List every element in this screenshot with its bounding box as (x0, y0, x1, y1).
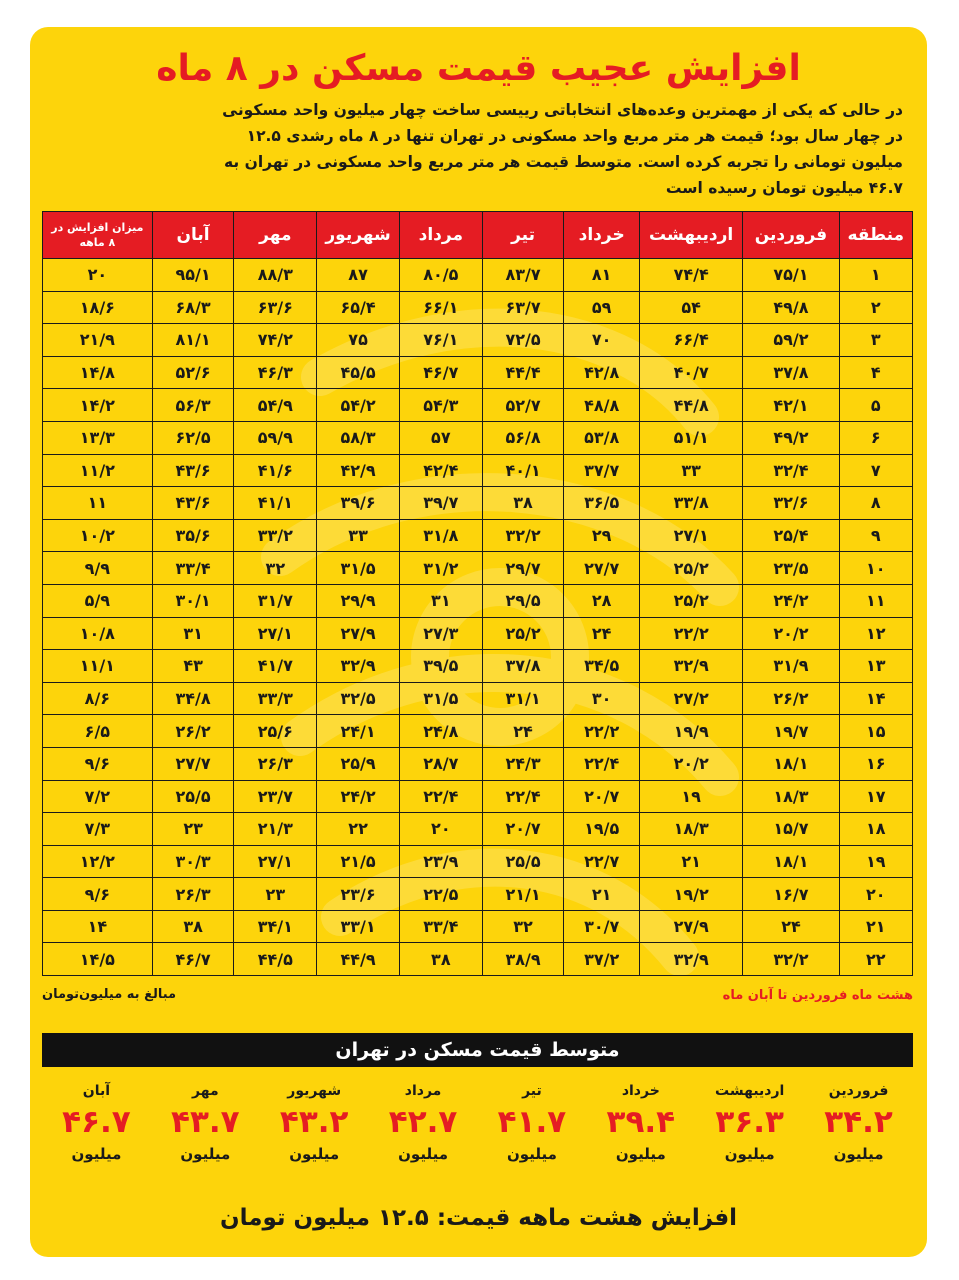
price-cell: ۲۸/۷ (399, 747, 482, 780)
table-row (43, 878, 913, 911)
table-row (43, 324, 913, 357)
price-cell: ۵۳/۸ (564, 421, 640, 454)
price-cell: ۵۶/۳ (152, 389, 234, 422)
price-cell: ۳۱/۷ (234, 584, 317, 617)
region-cell: ۲۰ (839, 878, 912, 911)
price-cell: ۶۸/۳ (152, 291, 234, 324)
price-cell: ۴۳/۶ (152, 454, 234, 487)
price-cell: ۵۹/۲ (743, 324, 839, 357)
price-cell: ۳۰ (564, 682, 640, 715)
price-cell: ۳۶/۵ (564, 487, 640, 520)
price-cell: ۵۴/۳ (399, 389, 482, 422)
price-cell: ۲۶/۳ (234, 747, 317, 780)
price-cell: ۲۶/۳ (152, 878, 234, 911)
region-cell: ۱ (839, 259, 912, 292)
price-cell: ۴۶/۳ (234, 356, 317, 389)
average-value: ۴۶.۷ (62, 1104, 131, 1140)
price-cell: ۳۴/۵ (564, 650, 640, 683)
table-row (43, 584, 913, 617)
price-cell: ۴۲/۹ (317, 454, 400, 487)
price-cell: ۲۱/۳ (234, 813, 317, 846)
price-cell: ۲۶/۲ (152, 715, 234, 748)
price-cell: ۹/۶ (43, 747, 153, 780)
price-cell: ۲۹/۷ (482, 552, 564, 585)
price-cell: ۲۴/۲ (317, 780, 400, 813)
average-unit: میلیون (398, 1145, 448, 1163)
table-row (43, 845, 913, 878)
price-cell: ۳۷/۸ (743, 356, 839, 389)
region-cell: ۳ (839, 324, 912, 357)
price-cell: ۲۷/۱ (234, 617, 317, 650)
price-cell: ۱۸/۱ (743, 747, 839, 780)
price-cell: ۶۵/۴ (317, 291, 400, 324)
price-cell: ۳۷/۷ (564, 454, 640, 487)
column-header: شهریور (317, 212, 400, 259)
price-cell: ۳۰/۱ (152, 584, 234, 617)
table-row (43, 650, 913, 683)
price-cell: ۱۹/۲ (639, 878, 742, 911)
price-cell: ۲۲/۲ (639, 617, 742, 650)
price-cell: ۵۸/۳ (317, 421, 400, 454)
price-cell: ۴۹/۸ (743, 291, 839, 324)
average-unit: میلیون (615, 1145, 666, 1163)
price-cell: ۱۸/۳ (639, 813, 742, 846)
price-cell: ۵۱/۱ (639, 421, 742, 454)
price-cell: ۲۴/۸ (399, 715, 482, 748)
average-month-label: مهر (192, 1083, 219, 1099)
price-cell: ۲۴ (564, 617, 640, 650)
price-cell: ۵۴/۹ (234, 389, 317, 422)
price-cell: ۷۰ (564, 324, 640, 357)
price-cell: ۴۴/۸ (639, 389, 742, 422)
price-cell: ۱۴/۸ (43, 356, 153, 389)
average-unit: میلیون (180, 1145, 231, 1163)
price-cell: ۲۷/۱ (639, 519, 742, 552)
column-header: مرداد (399, 212, 482, 259)
average-value: ۳۴.۲ (824, 1104, 893, 1140)
price-cell: ۲۳/۵ (743, 552, 839, 585)
price-cell: ۳۲/۹ (317, 650, 400, 683)
price-cell: ۳۱ (399, 584, 482, 617)
price-cell: ۱۴ (43, 910, 153, 943)
price-cell: ۳۱/۵ (317, 552, 400, 585)
price-cell: ۲۴ (743, 910, 839, 943)
price-cell: ۲۲/۴ (482, 780, 564, 813)
price-cell: ۴۴/۹ (317, 943, 400, 976)
price-cell: ۲۵/۲ (639, 552, 742, 585)
average-item (586, 1080, 695, 1166)
price-cell: ۲۵/۲ (639, 584, 742, 617)
units-note: مبالغ به میلیون‌تومان (42, 987, 177, 1002)
price-cell: ۳۳/۳ (234, 682, 317, 715)
price-cell: ۳۲/۴ (743, 454, 839, 487)
price-cell: ۵۶/۸ (482, 421, 564, 454)
price-cell: ۳۳ (639, 454, 742, 487)
price-cell: ۲۱/۹ (43, 324, 153, 357)
price-cell: ۷/۲ (43, 780, 153, 813)
price-cell: ۵/۹ (43, 584, 153, 617)
price-cell: ۳۲/۶ (743, 487, 839, 520)
price-cell: ۵۹/۹ (234, 421, 317, 454)
average-unit: میلیون (289, 1145, 340, 1163)
region-cell: ۶ (839, 421, 912, 454)
price-cell: ۳۰/۷ (564, 910, 640, 943)
price-cell: ۳۷/۸ (482, 650, 564, 683)
price-cell: ۴۹/۲ (743, 421, 839, 454)
price-cell: ۴۲/۸ (564, 356, 640, 389)
region-cell: ۵ (839, 389, 912, 422)
price-cell: ۳۳/۲ (234, 519, 317, 552)
region-cell: ۷ (839, 454, 912, 487)
region-cell: ۱۸ (839, 813, 912, 846)
price-cell: ۱۴/۲ (43, 389, 153, 422)
average-item (42, 1080, 151, 1166)
price-cell: ۶۳/۶ (234, 291, 317, 324)
price-cell: ۱۹/۹ (639, 715, 742, 748)
page-title: افزایش عجیب قیمت مسکن در ۸ ماه (156, 48, 801, 89)
price-cell: ۱۵/۷ (743, 813, 839, 846)
price-cell: ۱۸/۶ (43, 291, 153, 324)
region-cell: ۱۱ (839, 584, 912, 617)
region-cell: ۱۴ (839, 682, 912, 715)
average-value: ۴۱.۷ (497, 1104, 567, 1140)
price-cell: ۲۵/۴ (743, 519, 839, 552)
average-unit: میلیون (507, 1145, 557, 1163)
price-cell: ۳۳/۸ (639, 487, 742, 520)
table-row (43, 552, 913, 585)
price-cell: ۶۶/۱ (399, 291, 482, 324)
price-cell: ۳۲/۵ (317, 682, 400, 715)
price-cell: ۲۷/۲ (639, 682, 742, 715)
price-cell: ۲۰ (399, 813, 482, 846)
price-cell: ۳۰/۳ (152, 845, 234, 878)
price-cell: ۹/۶ (43, 878, 153, 911)
price-cell: ۲۵/۵ (482, 845, 564, 878)
price-cell: ۲۷/۹ (639, 910, 742, 943)
price-cell: ۱۹ (639, 780, 742, 813)
price-cell: ۸/۶ (43, 682, 153, 715)
average-unit: میلیون (724, 1145, 775, 1163)
price-cell: ۴۸/۸ (564, 389, 640, 422)
table-row (43, 943, 913, 976)
price-cell: ۸۸/۳ (234, 259, 317, 292)
price-cell: ۲۳ (234, 878, 317, 911)
price-cell: ۳۲/۹ (639, 650, 742, 683)
region-cell: ۱۷ (839, 780, 912, 813)
table-row (43, 519, 913, 552)
table-body (43, 259, 913, 976)
region-cell: ۱۲ (839, 617, 912, 650)
price-cell: ۳۹/۵ (399, 650, 482, 683)
price-cell: ۱۳/۳ (43, 421, 153, 454)
price-cell: ۴۱/۷ (234, 650, 317, 683)
average-item (151, 1080, 260, 1166)
price-cell: ۴۰/۷ (639, 356, 742, 389)
price-cell: ۲۰/۲ (639, 747, 742, 780)
price-cell: ۲۴ (482, 715, 564, 748)
price-cell: ۱۸/۳ (743, 780, 839, 813)
price-cell: ۲۷/۳ (399, 617, 482, 650)
table-row (43, 421, 913, 454)
price-cell: ۲۳/۷ (234, 780, 317, 813)
price-cell: ۲۲/۴ (564, 747, 640, 780)
price-cell: ۲۲/۲ (564, 715, 640, 748)
price-cell: ۷۴/۲ (234, 324, 317, 357)
price-cell: ۸۱/۱ (152, 324, 234, 357)
price-cell: ۱۹/۷ (743, 715, 839, 748)
price-cell: ۴۴/۴ (482, 356, 564, 389)
price-cell: ۴۲/۱ (743, 389, 839, 422)
price-cell: ۳۱/۲ (399, 552, 482, 585)
price-cell: ۵۴ (639, 291, 742, 324)
price-cell: ۳۱/۹ (743, 650, 839, 683)
price-cell: ۳۲/۹ (639, 943, 742, 976)
column-header: منطقه (839, 212, 912, 259)
price-cell: ۷۵/۱ (743, 259, 839, 292)
column-header: فروردین (743, 212, 839, 259)
average-value: ۴۲.۷ (388, 1104, 458, 1140)
average-month-label: خرداد (621, 1083, 660, 1099)
table-row (43, 715, 913, 748)
price-cell: ۲۸ (564, 584, 640, 617)
price-cell: ۲۹/۹ (317, 584, 400, 617)
price-cell: ۱۴/۵ (43, 943, 153, 976)
region-cell: ۱۹ (839, 845, 912, 878)
price-cell: ۲۵/۲ (482, 617, 564, 650)
price-cell: ۴۱/۶ (234, 454, 317, 487)
price-cell: ۳۱/۱ (482, 682, 564, 715)
price-cell: ۷۶/۱ (399, 324, 482, 357)
price-cell: ۳۲/۲ (743, 943, 839, 976)
average-item (260, 1080, 369, 1166)
price-table (42, 211, 913, 976)
table-row (43, 747, 913, 780)
average-month-label: اردیبهشت (715, 1083, 785, 1099)
region-cell: ۱۰ (839, 552, 912, 585)
price-cell: ۲۳/۶ (317, 878, 400, 911)
price-cell: ۳۹/۶ (317, 487, 400, 520)
price-cell: ۵۷ (399, 421, 482, 454)
table-row (43, 780, 913, 813)
price-cell: ۴۳/۶ (152, 487, 234, 520)
price-cell: ۳۳/۴ (152, 552, 234, 585)
price-cell: ۳۱ (152, 617, 234, 650)
price-cell: ۲۵/۵ (152, 780, 234, 813)
region-cell: ۱۳ (839, 650, 912, 683)
price-cell: ۱۹/۵ (564, 813, 640, 846)
price-cell: ۵۹ (564, 291, 640, 324)
price-cell: ۲۷/۷ (564, 552, 640, 585)
price-cell: ۳۸/۹ (482, 943, 564, 976)
column-header: اردیبهشت (639, 212, 742, 259)
price-cell: ۷۴/۴ (639, 259, 742, 292)
price-cell: ۲۲/۴ (399, 780, 482, 813)
price-cell: ۶۲/۵ (152, 421, 234, 454)
price-cell: ۲۰ (43, 259, 153, 292)
table-row (43, 389, 913, 422)
price-cell: ۶۶/۴ (639, 324, 742, 357)
table-row (43, 454, 913, 487)
price-cell: ۲۳ (152, 813, 234, 846)
price-cell: ۲۰/۷ (564, 780, 640, 813)
price-cell: ۲۹ (564, 519, 640, 552)
price-cell: ۶/۵ (43, 715, 153, 748)
price-cell: ۲۴/۳ (482, 747, 564, 780)
summary-line: افزایش هشت ماهه قیمت: ۱۲.۵ میلیون تومان (219, 1205, 738, 1231)
price-cell: ۳۸ (399, 943, 482, 976)
price-cell: ۲۷/۷ (152, 747, 234, 780)
average-item (804, 1080, 913, 1166)
region-cell: ۱۵ (839, 715, 912, 748)
price-cell: ۱۰/۸ (43, 617, 153, 650)
price-cell: ۸۷ (317, 259, 400, 292)
price-cell: ۲۱ (639, 845, 742, 878)
price-cell: ۱۱/۲ (43, 454, 153, 487)
price-cell: ۸۳/۷ (482, 259, 564, 292)
price-cell: ۴۳ (152, 650, 234, 683)
region-cell: ۲ (839, 291, 912, 324)
column-header: خرداد (564, 212, 640, 259)
average-month-label: مرداد (404, 1083, 442, 1099)
price-cell: ۷۲/۵ (482, 324, 564, 357)
price-cell: ۳۲ (234, 552, 317, 585)
price-cell: ۲۵/۹ (317, 747, 400, 780)
price-cell: ۱۸/۱ (743, 845, 839, 878)
price-cell: ۹۵/۱ (152, 259, 234, 292)
average-value: ۳۶.۳ (715, 1104, 784, 1140)
average-month-label: شهریور (287, 1083, 342, 1099)
price-cell: ۴۱/۱ (234, 487, 317, 520)
region-cell: ۴ (839, 356, 912, 389)
price-cell: ۷/۳ (43, 813, 153, 846)
price-cell: ۴۴/۵ (234, 943, 317, 976)
price-cell: ۳۱/۵ (399, 682, 482, 715)
table-row (43, 259, 913, 292)
average-values-row (42, 1080, 913, 1166)
average-unit: میلیون (833, 1145, 884, 1163)
average-month-label: تیر (522, 1083, 542, 1099)
price-cell: ۴۲/۴ (399, 454, 482, 487)
region-cell: ۲۲ (839, 943, 912, 976)
price-cell: ۲۷/۱ (234, 845, 317, 878)
price-cell: ۸۰/۵ (399, 259, 482, 292)
average-unit: میلیون (71, 1145, 122, 1163)
price-cell: ۵۲/۷ (482, 389, 564, 422)
price-cell: ۳۸ (482, 487, 564, 520)
price-cell: ۵۴/۲ (317, 389, 400, 422)
price-cell: ۱۲/۲ (43, 845, 153, 878)
price-cell: ۳۱/۸ (399, 519, 482, 552)
average-value: ۴۳.۷ (171, 1104, 240, 1140)
price-cell: ۱۱/۱ (43, 650, 153, 683)
price-cell: ۲۵/۶ (234, 715, 317, 748)
price-cell: ۲۴/۲ (743, 584, 839, 617)
price-cell: ۲۲/۵ (399, 878, 482, 911)
average-month-label: فروردین (828, 1083, 889, 1099)
price-cell: ۲۰/۲ (743, 617, 839, 650)
price-cell: ۲۹/۵ (482, 584, 564, 617)
average-heading: متوسط قیمت مسکن در تهران (42, 1033, 913, 1067)
price-cell: ۲۰/۷ (482, 813, 564, 846)
table-header-row (43, 212, 913, 259)
period-note: هشت ماه فروردین تا آبان ماه (722, 988, 913, 1003)
price-cell: ۲۲/۷ (564, 845, 640, 878)
price-cell: ۹/۹ (43, 552, 153, 585)
intro-paragraph: در حالی که یکی از مهمترین وعده‌های انتخاباتی رییسی ساخت چهار میلیون واحد مسکونی در چهار سال بود؛ قیمت هر متر مربع واحد مسکونی در تهران تنها در ۸ ماه رشدی ۱۲.۵ میلیون تومانی را تجربه کرده است. متوسط قیمت هر متر مربع واحد مسکونی در تهران به ۴۶.۷ میلیون تومان رسیده است (222, 101, 903, 197)
average-value: ۳۹.۴ (606, 1104, 676, 1140)
price-cell: ۱۱ (43, 487, 153, 520)
price-cell: ۳۳/۱ (317, 910, 400, 943)
price-cell: ۳۳/۴ (399, 910, 482, 943)
price-cell: ۱۰/۲ (43, 519, 153, 552)
region-cell: ۹ (839, 519, 912, 552)
price-cell: ۲۱/۱ (482, 878, 564, 911)
price-cell: ۴۶/۷ (152, 943, 234, 976)
price-cell: ۴۶/۷ (399, 356, 482, 389)
price-cell: ۲۱ (564, 878, 640, 911)
column-header: میزان افزایش در ۸ ماهه (43, 212, 153, 259)
price-cell: ۸۱ (564, 259, 640, 292)
price-cell: ۳۴/۸ (152, 682, 234, 715)
region-cell: ۸ (839, 487, 912, 520)
average-month-label: آبان (82, 1083, 111, 1099)
price-cell: ۳۴/۱ (234, 910, 317, 943)
price-cell: ۲۱/۵ (317, 845, 400, 878)
price-cell: ۳۳ (317, 519, 400, 552)
price-cell: ۴۰/۱ (482, 454, 564, 487)
region-cell: ۲۱ (839, 910, 912, 943)
price-cell: ۳۵/۶ (152, 519, 234, 552)
region-cell: ۱۶ (839, 747, 912, 780)
column-header: مهر (234, 212, 317, 259)
price-cell: ۲۷/۹ (317, 617, 400, 650)
price-cell: ۳۸ (152, 910, 234, 943)
price-cell: ۳۷/۲ (564, 943, 640, 976)
table-row (43, 291, 913, 324)
price-cell: ۳۹/۷ (399, 487, 482, 520)
price-cell: ۶۳/۷ (482, 291, 564, 324)
table-row (43, 487, 913, 520)
price-cell: ۲۲ (317, 813, 400, 846)
price-cell: ۷۵ (317, 324, 400, 357)
table-row (43, 813, 913, 846)
price-cell: ۵۲/۶ (152, 356, 234, 389)
price-cell: ۱۶/۷ (743, 878, 839, 911)
average-item (695, 1080, 804, 1166)
average-value: ۴۳.۲ (279, 1104, 349, 1140)
column-header: تیر (482, 212, 564, 259)
price-cell: ۴۵/۵ (317, 356, 400, 389)
average-item (478, 1080, 587, 1166)
average-item (369, 1080, 478, 1166)
price-cell: ۲۶/۲ (743, 682, 839, 715)
price-cell: ۳۲/۲ (482, 519, 564, 552)
table-row (43, 682, 913, 715)
column-header: آبان (152, 212, 234, 259)
table-row (43, 910, 913, 943)
price-cell: ۳۲ (482, 910, 564, 943)
table-row (43, 617, 913, 650)
infographic-card (30, 27, 927, 1257)
table-row (43, 356, 913, 389)
price-cell: ۲۴/۱ (317, 715, 400, 748)
price-cell: ۲۳/۹ (399, 845, 482, 878)
